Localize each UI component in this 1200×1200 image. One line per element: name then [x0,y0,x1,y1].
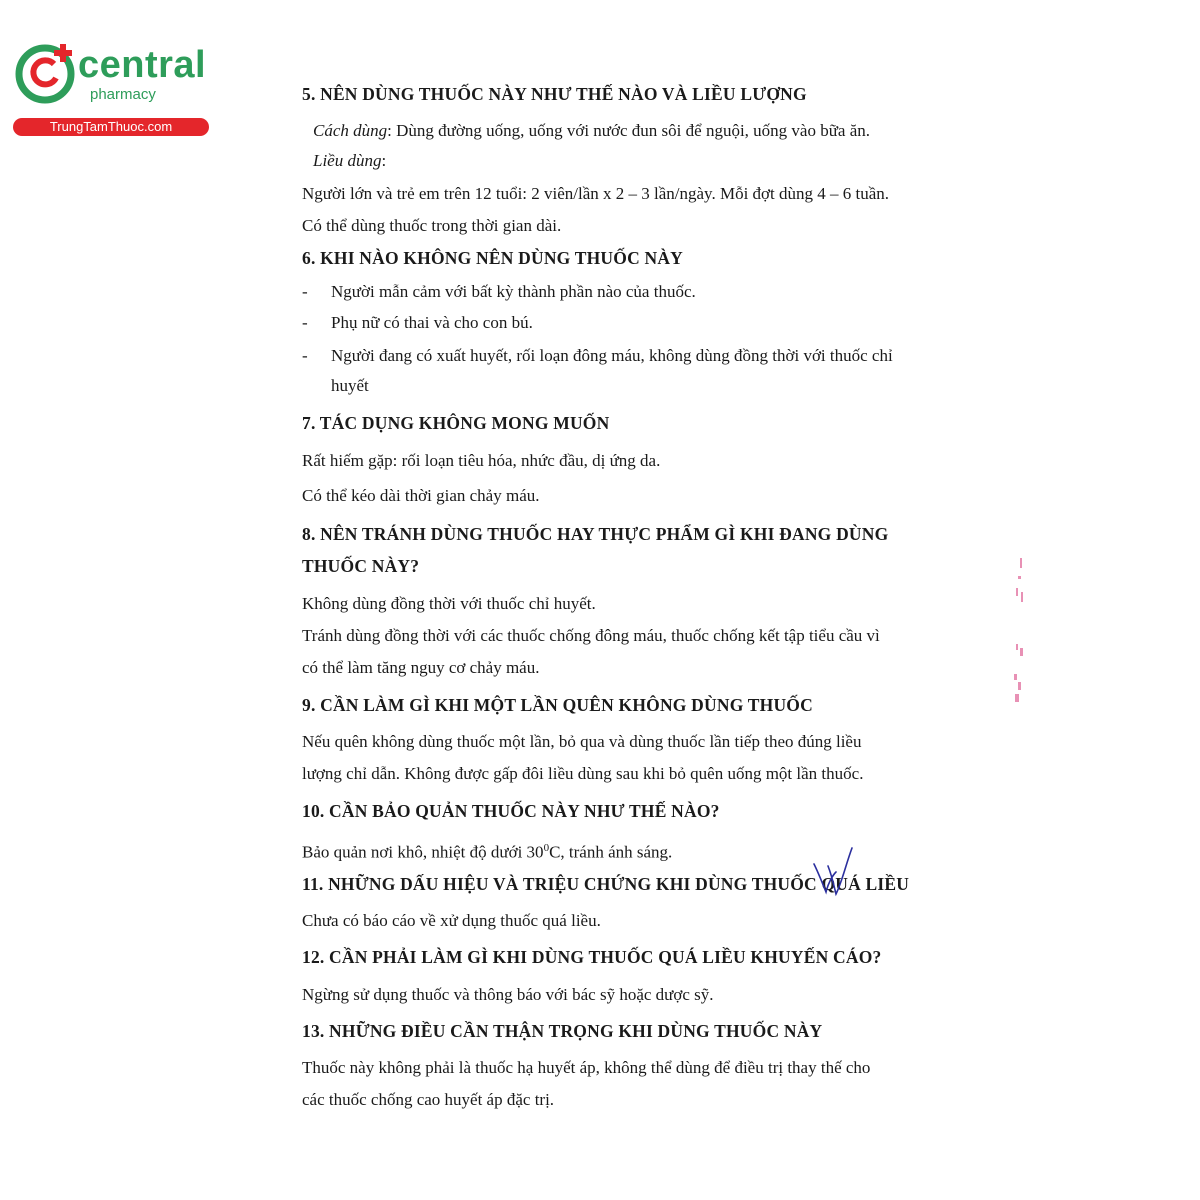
logo-subtitle: pharmacy [90,86,156,103]
avoid-line-2: Tránh dùng đồng thời với các thuốc chống đông máu, thuốc chống kết tập tiểu cầu vì [302,626,880,645]
dose-label: Liều dùng [313,151,382,170]
bullet-dash: - [302,346,308,365]
usage-text: : Dùng đường uống, uống với nước đun sôi để nguội, uống vào bữa ăn. [387,121,871,140]
storage-text: Bảo quản nơi khô, nhiệt độ dưới 30 [302,842,544,862]
contraindication-item: Phụ nữ có thai và cho con bú. [331,313,533,332]
contraindication-item: Người mẫn cảm với bất kỳ thành phần nào của thuốc. [331,282,696,301]
section-8-title-cont: THUỐC NÀY? [302,556,420,576]
contraindication-item: Người đang có xuất huyết, rối loạn đông máu, không dùng đồng thời với thuốc chỉ [331,346,893,365]
degree-superscript: 0 [543,842,550,854]
avoid-line-1: Không dùng đồng thời với thuốc chỉ huyết. [302,594,596,613]
section-5-title: 5. NÊN DÙNG THUỐC NÀY NHƯ THẾ NÀO VÀ LIỀU LƯỢNG [302,84,807,104]
bullet-dash: - [302,313,308,332]
side-effect-line-1: Rất hiếm gặp: rối loạn tiêu hóa, nhức đầu, dị ứng da. [302,451,661,470]
overdose-action-line: Ngừng sử dụng thuốc và thông báo với bác sỹ hoặc dược sỹ. [302,985,714,1004]
section-10-title: 10. CẦN BẢO QUẢN THUỐC NÀY NHƯ THẾ NÀO? [302,801,720,821]
stamp-mark [1002,548,1034,708]
dose-colon: : [381,151,387,170]
handwritten-signature [808,842,868,902]
section-9-title: 9. CẦN LÀM GÌ KHI MỘT LẦN QUÊN KHÔNG DÙNG THUỐC [302,695,813,715]
section-8-title: 8. NÊN TRÁNH DÙNG THUỐC HAY THỰC PHẨM GÌ KHI ĐANG DÙNG [302,524,889,544]
dose-line-2: Có thể dùng thuốc trong thời gian dài. [302,216,562,235]
logo-brand-name: central [78,44,207,86]
logo-url-badge: TrungTamThuoc.com [13,118,209,136]
section-13-title: 13. NHỮNG ĐIỀU CẦN THẬN TRỌNG KHI DÙNG THUỐC NÀY [302,1021,823,1041]
section-11-title: 11. NHỮNG DẤU HIỆU VÀ TRIỆU CHỨNG KHI DÙNG THUỐC QUÁ LIỀU [302,874,910,894]
dose-label-line [313,150,386,172]
avoid-line-3: có thể làm tăng nguy cơ chảy máu. [302,658,540,677]
section-12-title: 12. CẦN PHẢI LÀM GÌ KHI DÙNG THUỐC QUÁ LIỀU KHUYẾN CÁO? [302,947,882,967]
usage-line [313,120,870,142]
bullet-dash: - [302,282,308,301]
contraindication-item-cont: huyết [331,376,369,395]
storage-text-end: C, tránh ánh sáng. [549,842,673,862]
usage-label: Cách dùng [313,121,388,140]
precaution-line-2: các thuốc chống cao huyết áp đặc trị. [302,1090,555,1109]
missed-dose-line-2: lượng chỉ dẫn. Không được gấp đôi liều dùng sau khi bỏ quên uống một lần thuốc. [302,764,864,783]
side-effect-line-2: Có thể kéo dài thời gian chảy máu. [302,486,540,505]
section-7-title: 7. TÁC DỤNG KHÔNG MONG MUỐN [302,413,610,433]
missed-dose-line-1: Nếu quên không dùng thuốc một lần, bỏ qua và dùng thuốc lần tiếp theo đúng liều [302,732,862,751]
section-6-title: 6. KHI NÀO KHÔNG NÊN DÙNG THUỐC NÀY [302,248,684,268]
storage-line [302,837,672,864]
overdose-signs-line: Chưa có báo cáo về xử dụng thuốc quá liều. [302,911,601,930]
dose-line-1: Người lớn và trẻ em trên 12 tuổi: 2 viên/lần x 2 – 3 lần/ngày. Mỗi đợt dùng 4 – 6 tuần. [302,184,890,203]
precaution-line-1: Thuốc này không phải là thuốc hạ huyết áp, không thể dùng để điều trị thay thế cho [302,1058,871,1077]
